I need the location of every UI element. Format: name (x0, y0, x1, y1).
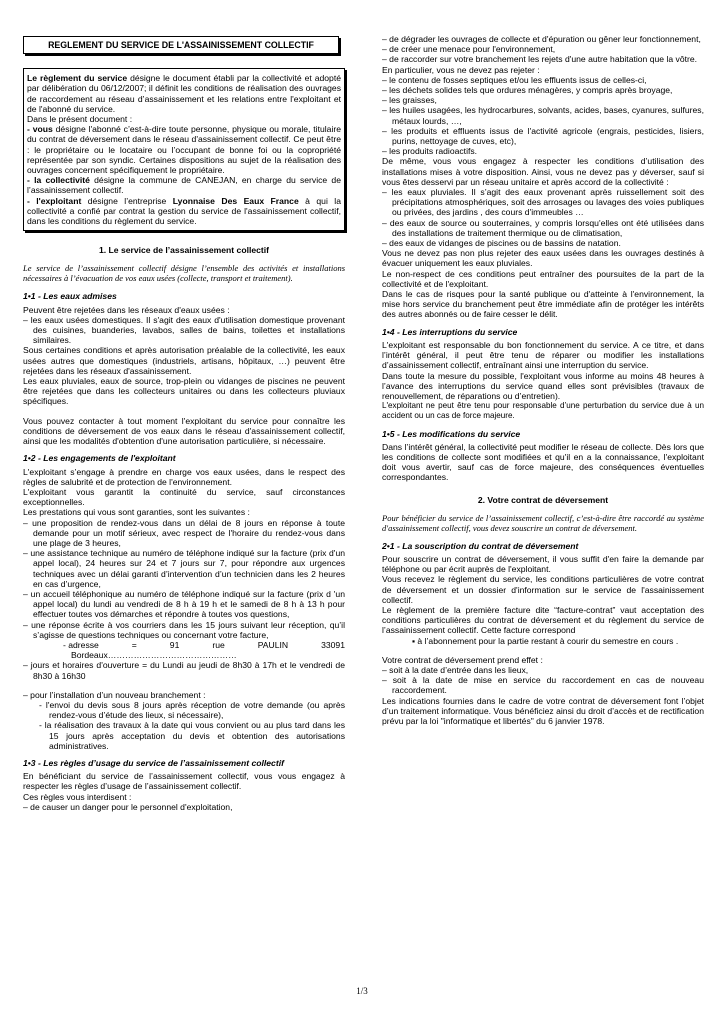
list-item: – le contenu de fosses septiques et/ou les effluents issus de celles-ci, (382, 74, 647, 85)
paragraph: De même, vous vous engagez à respecter les conditions d’utilisation des installations mises à votre disposition. Ainsi, vous ne devez pas y déverser, sauf si vous êtes desservi par un réseau unitaire et après accord de la collectivité : (382, 156, 704, 187)
paragraph: Ces règles vous interdisent : (23, 791, 132, 802)
list-item: ▪ à l’abonnement pour la partie restant à courir du semestre en cours . (412, 635, 679, 646)
paragraph: L'exploitant est responsable du bon fonctionnement du service. A ce titre, et dans l’intérêt général, il peut être tenu de réparer ou modifier les installations d’assainissement collectif, entraînant ainsi une interruption du service. (382, 339, 704, 371)
section-2-intro: Pour bénéficier du service de l’assainissement collectif, c’est-à-dire être raccordé au système d'assainissement collectif, vous devez souscrire un contrat de déversement. (382, 512, 704, 533)
section-1-4-title: 1•4 - Les interruptions du service (382, 326, 518, 337)
paragraph: Pour souscrire un contrat de déversement, il vous suffit d'en faire la demande par téléphone ou par écrit auprès de l'exploitant. (382, 553, 704, 575)
list-item: – pour l’installation d’un nouveau branchement : (23, 689, 206, 700)
list-item: – de causer un danger pour le personnel d'exploitation, (23, 801, 233, 812)
paragraph: L'exploitant ne peut être tenu pour responsable d’une perturbation du service due à un accident ou un cas de force majeure. (382, 401, 704, 421)
document-title: REGLEMENT DU SERVICE DE L'ASSAINISSEMENT COLLECTIF (23, 36, 339, 54)
list-item: – soit à la date d’entrée dans les lieux, (382, 664, 529, 675)
list-item: – les produits et effluents issus de l'activité agricole (engrais, pesticides, lisiers, purins, nettoyage de cuves, etc), (382, 125, 704, 147)
list-item: – de raccorder sur votre branchement les rejets d'une autre habitation que la vôtre. (382, 54, 698, 65)
paragraph: Les prestations qui vous sont garanties, sont les suivantes : (23, 507, 250, 518)
list-item: – une réponse écrite à vos courriers dans les 15 jours suivant leur réception, qu’il s’agisse de questions techniques ou concernant votre facture, (23, 619, 345, 640)
paragraph: Dans l’intérêt général, la collectivité peut modifier le réseau de collecte. Dès lors que les conditions de collecte sont modifiées et qu'il en a la connaissance, l'exploitant doit vous avertir, sauf cas de force majeure, des conséquences éventuelles correspondantes. (382, 441, 704, 483)
list-item: – soit à la date de mise en service du raccordement en cas de nouveau raccordement. (382, 675, 704, 696)
list-item: – les eaux usées domestiques. Il s'agit des eaux d'utilisation domestique provenant des cuisines, buanderies, lavabos, salles de bains, toilettes et installations similaires. (23, 314, 345, 346)
def-reglement: Le règlement du service désigne le document établi par la collectivité et adopté par délibération du 06/12/2007; il définit les conditions de réalisation des ouvrages de raccordement au réseau d’assainissement et les relations entre l'exploitant et de l'abonné du service. (27, 73, 341, 114)
address-line: - adresse = 91 rue PAULIN 33091 (63, 639, 345, 650)
paragraph: Vous recevez le règlement du service, les conditions particulières de votre contrat de déversement et un dossier d'information sur le service de l'assainissement collectif. (382, 574, 704, 605)
paragraph: En bénéficiant du service de l’assainissement collectif, vous vous engagez à respecter les règles d’usage de l’assainissement collectif. (23, 771, 345, 792)
list-item: – de créer une menace pour l'environnement, (382, 44, 556, 55)
def-exploitant: - l'exploitant désigne l’entreprise Lyonnaise Des Eaux France à qui la collectivité a confié par contrat la gestion du service de l'assainissement collectif, dans les conditions du règlement du service. (27, 195, 341, 227)
section-1-1-title: 1•1 - Les eaux admises (23, 291, 117, 302)
def-vous: - vous désigne l'abonné c’est-à-dire toute personne, physique ou morale, titulaire du contrat de déversement dans le réseau d'assainissement collectif. Ce peut être : le propriétaire ou le locataire ou l’occupant de bonne foi ou la copropriété représentée par son syndic. Certaines dispositions au sujet de la réalisation des ouvrages concernent spécifiquement le propriétaire. (27, 124, 341, 176)
list-item: – les graisses, (382, 95, 437, 106)
section-1-heading: 1. Le service de l’assainissement collectif (98, 245, 270, 256)
def-intro: Dans le présent document : (27, 114, 133, 125)
address-city: Bordeaux……………………………………… (71, 650, 237, 661)
paragraph: Sous certaines conditions et après autorisation préalable de la collectivité, les eaux usées autres que domestiques (industriels, artisans, hôpitaux, …) peuvent être rejetées dans les réseaux d'assainissement. (23, 345, 345, 376)
section-1-5-title: 1•5 - Les modifications du service (382, 428, 521, 439)
paragraph: Le non-respect de ces conditions peut entraîner des poursuites de la part de la collectivité et de l'exploitant. (382, 268, 704, 289)
list-item: – les produits radioactifs. (382, 146, 478, 157)
list-item: – des eaux de source ou souterraines, y compris lorsqu'elles ont été utilisées dans des installations de traitement thermique ou de climatisation, (382, 217, 704, 238)
definitions-box (23, 68, 345, 231)
paragraph: Peuvent être rejetées dans les réseaux d'eaux usées : (23, 304, 230, 315)
list-item: – un accueil téléphonique au numéro de téléphone indiqué sur la facture (prix d 'un appel local) du lundi au vendredi de 8 h à 19 h et le samedi de 8 h à 13 h pour effectuer toutes vos démarches et répondre à toutes vos questions, (23, 588, 345, 620)
paragraph: L'exploitant s’engage à prendre en charge vos eaux usées, dans le respect des règles de salubrité et de protection de l'environnement. (23, 466, 345, 487)
paragraph: L'exploitant vous garantit la continuité du service, sauf circonstances exceptionnelles. (23, 486, 345, 508)
paragraph: Dans le cas de risques pour la santé publique ou d'atteinte à l'environnement, la mise hors service du branchement peut être immédiate afin de protéger les intérêts des autres abonnés ou de faire cesser le délit. (382, 289, 704, 320)
list-item: – une assistance technique au numéro de téléphone indiqué sur la facture (prix d'un appel local), 24 heures sur 24 et 7 jours sur 7, pour répondre aux urgences techniques avec un délai garanti d’intervention d’un technicien dans les 2 heures en cas d’urgence, (23, 548, 345, 589)
paragraph: Les eaux pluviales, eaux de source, trop-plein ou vidanges de piscines ne peuvent être rejetées que dans les collecteurs unitaires ou dans les collecteurs pluviaux spécifiques. (23, 376, 345, 407)
paragraph: Vous ne devez pas non plus rejeter des eaux usées dans les ouvrages destinés à évacuer uniquement les eaux pluviales. (382, 248, 704, 269)
section-1-intro: Le service de l’assainissement collectif désigne l’ensemble des activités et installations nécessaires à l’évacuation de vos eaux usées (collecte, transport et traitement). (23, 263, 345, 284)
list-item: – des eaux de vidanges de piscines ou de bassins de natation. (382, 238, 621, 249)
paragraph: Vous pouvez contacter à tout moment l'exploitant du service pour connaître les conditions de déversement de vos eaux dans le réseau d'assainissement collectif, ainsi que les modalités d'obtention d'une autorisation particulière, si nécessaire. (23, 415, 345, 447)
list-item: – jours et horaires d'ouverture = du Lundi au jeudi de 8h30 à 17h et le vendredi de 8h30 à 16h30 (23, 660, 345, 681)
page-number: 1/3 (356, 986, 368, 996)
section-1-2-title: 1•2 - Les engagements de l'exploitant (23, 453, 176, 464)
list-item: – de dégrader les ouvrages de collecte et d'épuration ou gêner leur fonctionnement, (382, 34, 701, 44)
sub-list-item: - la réalisation des travaux à la date qui vous convient ou au plus tard dans les 15 jours après acceptation du devis et obtention des autorisations administratives. (39, 720, 345, 751)
section-2-1-title: 2•1 - La souscription du contrat de déversement (382, 540, 579, 551)
sub-list-item: - l'envoi du devis sous 8 jours après réception de votre demande (ou après rendez-vous d’étude des lieux, si nécessaire), (39, 699, 345, 721)
paragraph: Votre contrat de déversement prend effet : (382, 654, 543, 665)
paragraph: Dans toute la mesure du possible, l'exploitant vous informe au moins 48 heures à l’avance des interruptions du service quand elles sont prévisibles (travaux de renouvellement, de réparations ou d’entretien). (382, 370, 704, 401)
section-2-heading: 2. Votre contrat de déversement (477, 494, 609, 505)
list-item: – les huiles usagées, les hydrocarbures, solvants, acides, bases, cyanures, sulfures, métaux lourds, …, (382, 105, 704, 126)
section-1-3-title: 1•3 - Les règles d’usage du service de l’assainissement collectif (23, 757, 284, 768)
paragraph: Le règlement de la première facture dite “facture-contrat” vaut acceptation des conditions particulières du contrat de déversement et du règlement du service de l’assainissement collectif. Cette facture correspond (382, 604, 704, 636)
def-collectivite: - la collectivité désigne la commune de CANEJAN, en charge du service de l’assainissement collectif. (27, 175, 341, 196)
paragraph: En particulier, vous ne devez pas rejeter : (382, 64, 540, 75)
list-item: – une proposition de rendez-vous dans un délai de 8 jours en réponse à toute demande pour un motif sérieux, avec respect de l'horaire du rendez-vous dans une plage de 3 heures, (23, 517, 345, 548)
left-column (23, 34, 345, 812)
right-column (382, 34, 704, 726)
list-item: – les déchets solides tels que ordures ménagères, y compris après broyage, (382, 85, 673, 96)
paragraph: Les indications fournies dans le cadre de votre contrat de déversement font l’objet d’un traitement informatique. Vous bénéficiez ainsi du droit d’accès et de rectification prévu par la loi "informatique et libertés" du 6 janvier 1978. (382, 695, 704, 726)
list-item: – les eaux pluviales. Il s’agit des eaux provenant après ruissellement soit des précipitations atmosphériques, soit des arrosages ou lavages des voies publiques ou privées, des jardins , des cours d'immeubles … (382, 187, 704, 218)
